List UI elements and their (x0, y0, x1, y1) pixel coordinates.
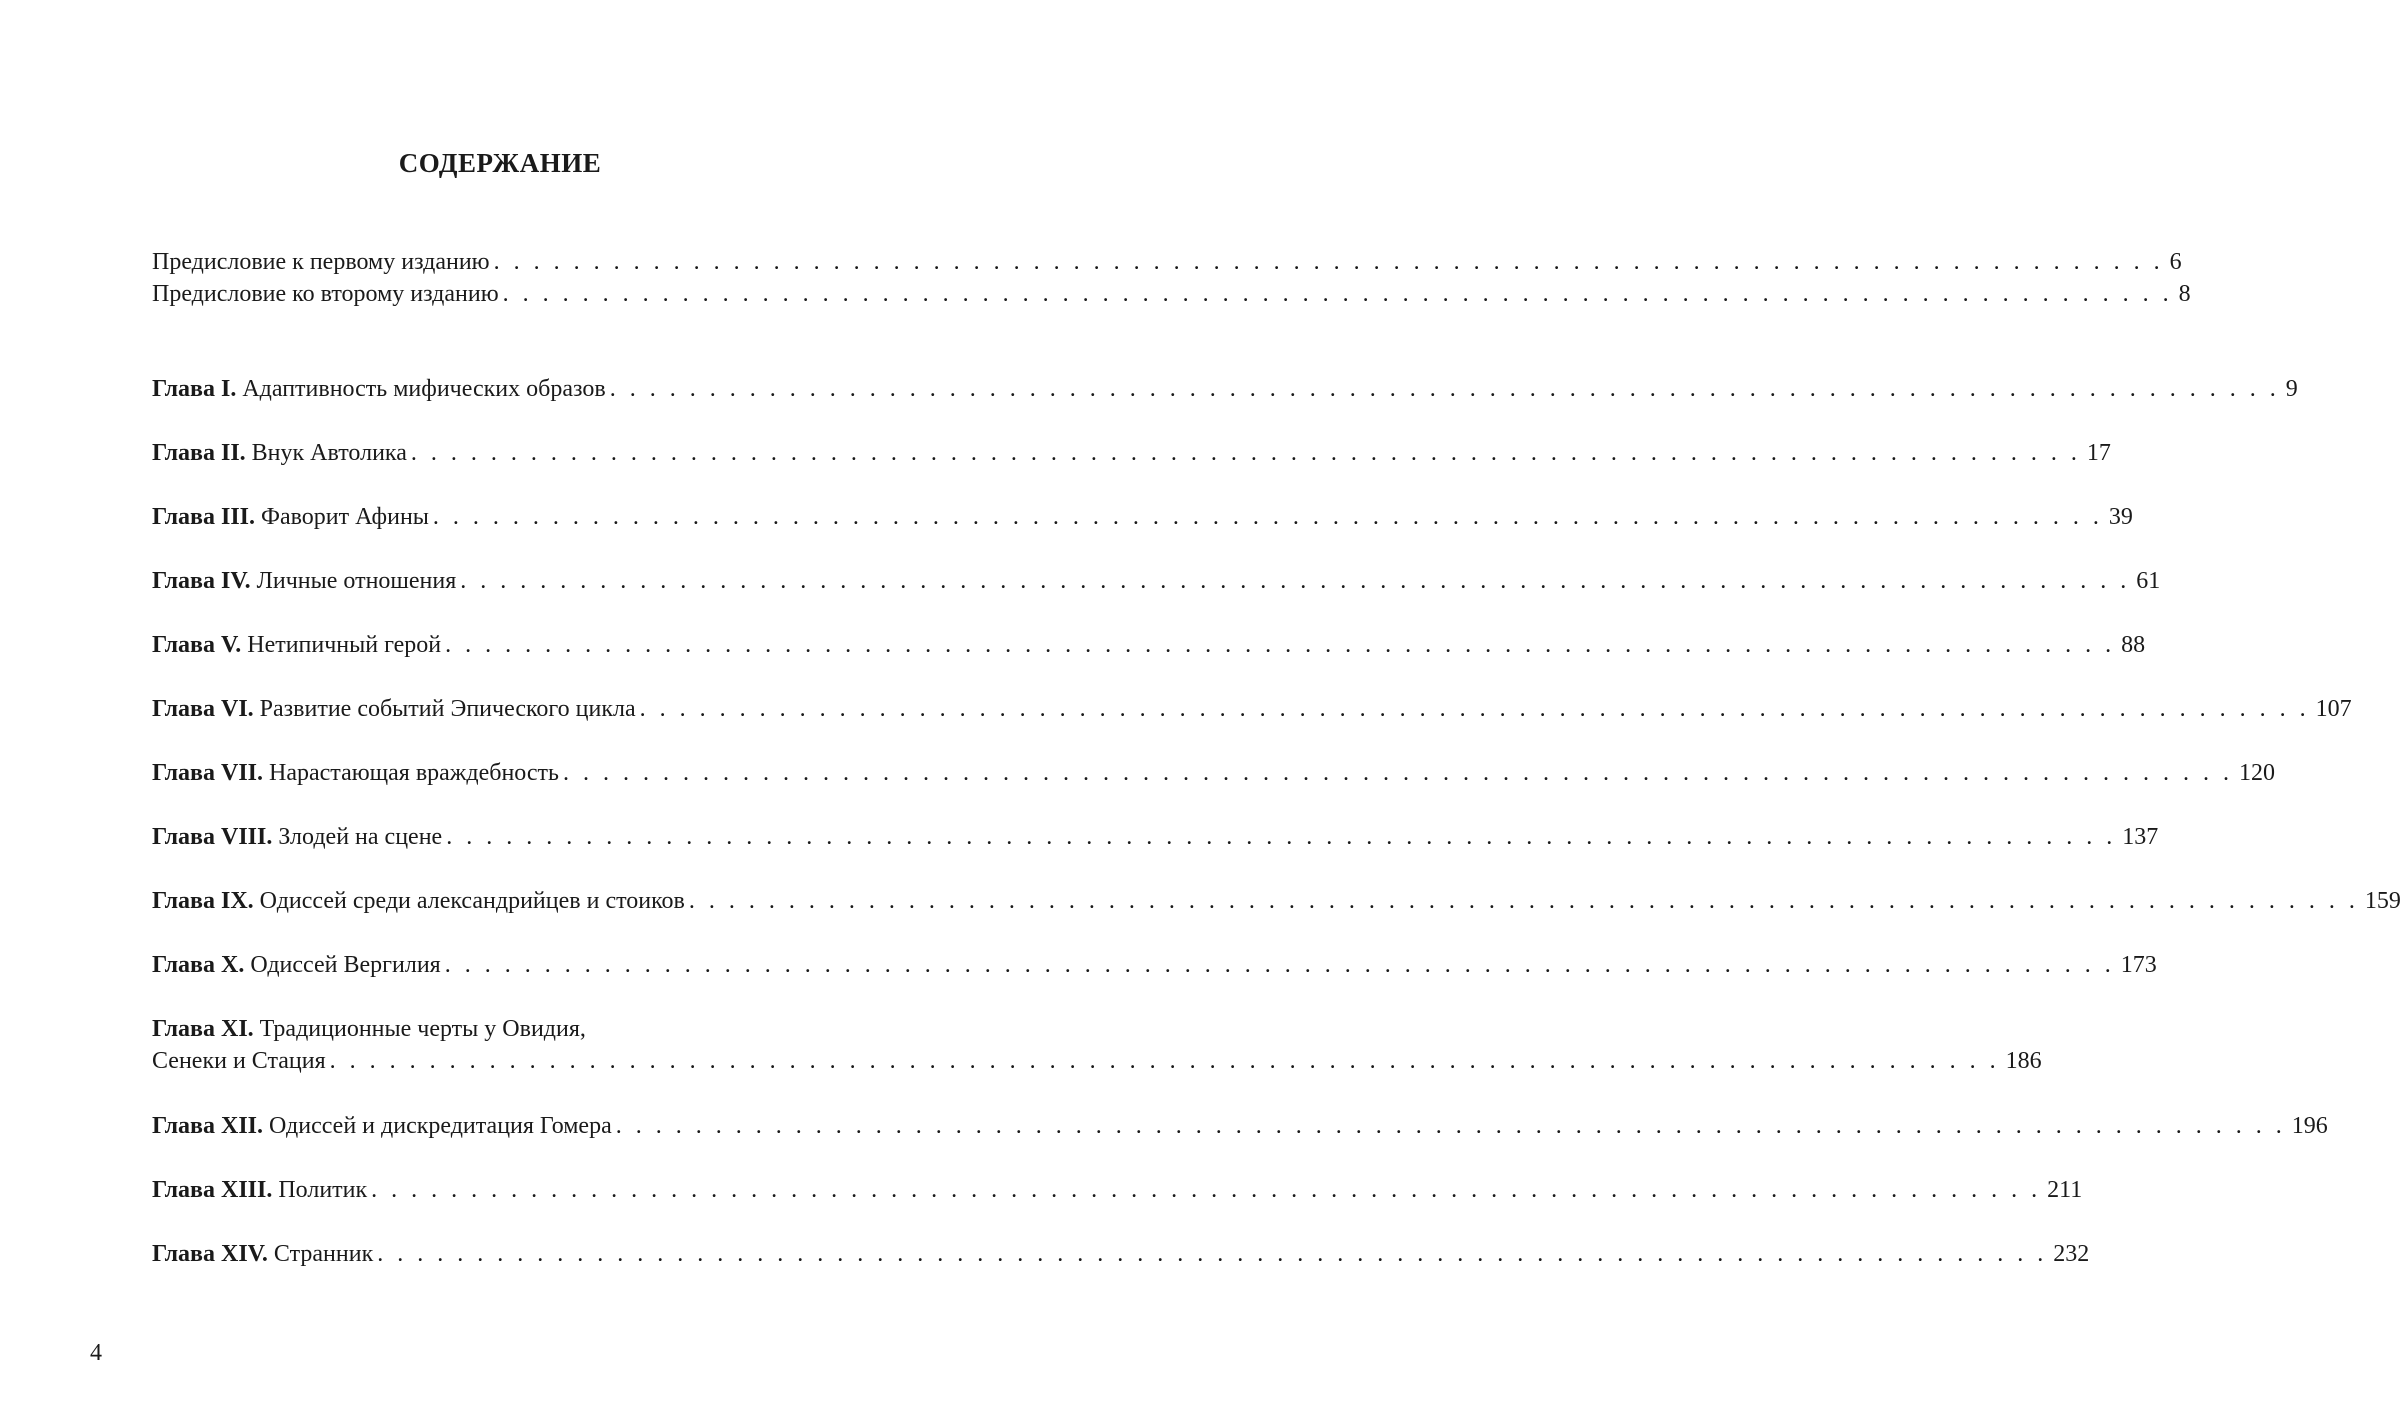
toc-entry-title: Нетипичный герой (247, 632, 442, 658)
toc-leader-dots: . . . . . . . . . . . . . . . . . . . . . . . . . . . . . . . . . . . . . . . . . . . . . . . . . . . . . . . . . . . . . . . . . . . . . . . . . . . . . . . . . . . . (563, 760, 2233, 786)
toc-page-number: 61 (2136, 568, 2161, 594)
toc-page-number: 8 (2178, 281, 2191, 307)
toc-entry-title: Одиссей среди александрийцев и стоиков (259, 888, 685, 914)
chapter-number: Глава VI. (152, 696, 254, 722)
chapter-number: Глава III. (152, 504, 256, 530)
toc-entry-chapter-6 (152, 693, 2352, 725)
chapter-number: Глава IV. (152, 568, 251, 594)
toc-page-number: 137 (2122, 824, 2159, 850)
toc-entry-label (152, 949, 441, 981)
toc-entry-label (152, 1174, 367, 1206)
chapter-number: Глава II. (152, 440, 246, 466)
toc-entry-chapter-5 (152, 629, 2146, 661)
toc-entry-chapter-10 (152, 949, 2157, 981)
toc-page-number: 186 (2005, 1048, 2042, 1074)
toc-leader-dots: . . . . . . . . . . . . . . . . . . . . . . . . . . . . . . . . . . . . . . . . . . . . . . . . . . . . . . . . . . . . . . . . . . . . . . . . . . . . . . . . . . . . (493, 249, 2164, 275)
toc-page-number: 173 (2120, 952, 2157, 978)
toc-entry-label (152, 629, 441, 661)
toc-leader-dots: . . . . . . . . . . . . . . . . . . . . . . . . . . . . . . . . . . . . . . . . . . . . . . . . . . . . . . . . . . . . . . . . . . . . . . . . . . . . . . . . . . . . (371, 1177, 2042, 1203)
toc-entry-label (152, 821, 442, 853)
toc-page-number: 232 (2053, 1241, 2090, 1267)
toc-entry-label (152, 1238, 373, 1270)
toc-page-number: 159 (2364, 888, 2401, 914)
toc-entry-title: Злодей на сцене (278, 824, 443, 850)
toc-leader-dots: . . . . . . . . . . . . . . . . . . . . . . . . . . . . . . . . . . . . . . . . . . . . . . . . . . . . . . . . . . . . . . . . . . . . . . . . . . . . . . . . . . . . (444, 952, 2115, 978)
toc-entry-title: Нарастающая враждебность (269, 760, 559, 786)
toc-page-number: 88 (2121, 632, 2146, 658)
page-title: СОДЕРЖАНИЕ (398, 148, 602, 178)
toc-page-number: 9 (2285, 376, 2298, 402)
toc-entry-title: Предисловие ко второму изданию (152, 281, 499, 307)
chapter-number: Глава VII. (152, 760, 263, 786)
toc-entry-chapter-3 (152, 501, 2133, 533)
toc-page-number: 17 (2086, 440, 2111, 466)
toc-leader-dots: . . . . . . . . . . . . . . . . . . . . . . . . . . . . . . . . . . . . . . . . . . . . . . . . . . . . . . . . . . . . . . . . . . . . . . . . . . . . . . . . . . . . (445, 632, 2116, 658)
toc-entry-preface-1 (152, 246, 2182, 278)
chapter-number: Глава XIII. (152, 1177, 273, 1203)
toc-entry-chapter-4 (152, 565, 2161, 597)
chapter-number: Глава VIII. (152, 824, 273, 850)
toc-entry-title: Политик (278, 1177, 368, 1203)
chapter-number: Глава V. (152, 632, 242, 658)
toc-page-number: 196 (2291, 1113, 2328, 1139)
toc-entry-label (152, 885, 685, 917)
toc-leader-dots: . . . . . . . . . . . . . . . . . . . . . . . . . . . . . . . . . . . . . . . . . . . . . . . . . . . . . . . . . . . . . . . . . . . . . . . . . . . . . . . . . . . . (609, 376, 2280, 402)
toc-entry-label (152, 757, 559, 789)
page-folio-number: 4 (90, 1340, 102, 1366)
toc-entry-title: Одиссей и дискредитация Гомера (269, 1113, 612, 1139)
toc-entry-label (152, 1013, 586, 1045)
toc-entry-chapter-9 (152, 885, 2401, 917)
toc-entry-label (152, 693, 636, 725)
toc-entry-chapter-11-line-2 (152, 1045, 2042, 1077)
toc-entry-title: Традиционные черты у Овидия, (259, 1016, 586, 1042)
toc-entry-chapter-12 (152, 1110, 2328, 1142)
chapter-number: Глава IX. (152, 888, 254, 914)
toc-leader-dots: . . . . . . . . . . . . . . . . . . . . . . . . . . . . . . . . . . . . . . . . . . . . . . . . . . . . . . . . . . . . . . . . . . . . . . . . . . . . . . . . . . . . (688, 888, 2359, 914)
toc-page-number: 211 (2047, 1177, 2083, 1203)
toc-entry-label (152, 373, 606, 405)
chapter-number: Глава XII. (152, 1113, 263, 1139)
toc-entry-label (152, 565, 456, 597)
toc-leader-dots: . . . . . . . . . . . . . . . . . . . . . . . . . . . . . . . . . . . . . . . . . . . . . . . . . . . . . . . . . . . . . . . . . . . . . . . . . . . . . . . . . . . . (377, 1241, 2048, 1267)
toc-entry-chapter-1 (152, 373, 2298, 405)
toc-page-number: 107 (2315, 696, 2352, 722)
toc-entry-label (152, 437, 407, 469)
toc-entry-title: Личные отношения (256, 568, 457, 594)
toc-entry-title: Фаворит Афины (261, 504, 429, 530)
toc-entry-chapter-13 (152, 1174, 2083, 1206)
toc-entry-chapter-8 (152, 821, 2159, 853)
toc-entry-title: Адаптивность мифических образов (242, 376, 606, 402)
toc-entry-title: Внук Автолика (251, 440, 407, 466)
toc-entry-title: Одиссей Вергилия (250, 952, 441, 978)
toc-entry-label (152, 1110, 612, 1142)
toc-entry-title: Предисловие к первому изданию (152, 249, 490, 275)
toc-leader-dots: . . . . . . . . . . . . . . . . . . . . . . . . . . . . . . . . . . . . . . . . . . . . . . . . . . . . . . . . . . . . . . . . . . . . . . . . . . . . . . . . . . . . (410, 440, 2081, 466)
chapter-number: Глава X. (152, 952, 245, 978)
chapter-number: Глава XIV. (152, 1241, 268, 1267)
toc-leader-dots: . . . . . . . . . . . . . . . . . . . . . . . . . . . . . . . . . . . . . . . . . . . . . . . . . . . . . . . . . . . . . . . . . . . . . . . . . . . . . . . . . . . . (460, 568, 2131, 594)
toc-entry-chapter-11-line-1 (152, 1013, 586, 1045)
toc-leader-dots: . . . . . . . . . . . . . . . . . . . . . . . . . . . . . . . . . . . . . . . . . . . . . . . . . . . . . . . . . . . . . . . . . . . . . . . . . . . . . . . . . . . . (446, 824, 2117, 850)
toc-leader-dots: . . . . . . . . . . . . . . . . . . . . . . . . . . . . . . . . . . . . . . . . . . . . . . . . . . . . . . . . . . . . . . . . . . . . . . . . . . . . . . . . . . . . (639, 696, 2310, 722)
toc-leader-dots: . . . . . . . . . . . . . . . . . . . . . . . . . . . . . . . . . . . . . . . . . . . . . . . . . . . . . . . . . . . . . . . . . . . . . . . . . . . . . . . . . . . . (329, 1048, 2000, 1074)
toc-entry-label (152, 501, 429, 533)
chapter-number: Глава I. (152, 376, 237, 402)
toc-entry-title: Странник (273, 1241, 374, 1267)
toc-entry-chapter-7 (152, 757, 2275, 789)
chapter-number: Глава XI. (152, 1016, 254, 1042)
toc-leader-dots: . . . . . . . . . . . . . . . . . . . . . . . . . . . . . . . . . . . . . . . . . . . . . . . . . . . . . . . . . . . . . . . . . . . . . . . . . . . . . . . . . . . . (432, 504, 2103, 530)
toc-page-number: 120 (2239, 760, 2275, 786)
toc-entry-chapter-2 (152, 437, 2111, 469)
toc-entry-title-continued: Сенеки и Стация (152, 1048, 326, 1074)
toc-page-number: 6 (2169, 249, 2182, 275)
toc-page-number: 39 (2108, 504, 2133, 530)
toc-leader-dots: . . . . . . . . . . . . . . . . . . . . . . . . . . . . . . . . . . . . . . . . . . . . . . . . . . . . . . . . . . . . . . . . . . . . . . . . . . . . . . . . . . . . (502, 281, 2173, 307)
toc-leader-dots: . . . . . . . . . . . . . . . . . . . . . . . . . . . . . . . . . . . . . . . . . . . . . . . . . . . . . . . . . . . . . . . . . . . . . . . . . . . . . . . . . . . . (615, 1113, 2286, 1139)
toc-entry-preface-2 (152, 278, 2191, 310)
toc-entry-title: Развитие событий Эпического цикла (259, 696, 636, 722)
toc-entry-chapter-14 (152, 1238, 2090, 1270)
